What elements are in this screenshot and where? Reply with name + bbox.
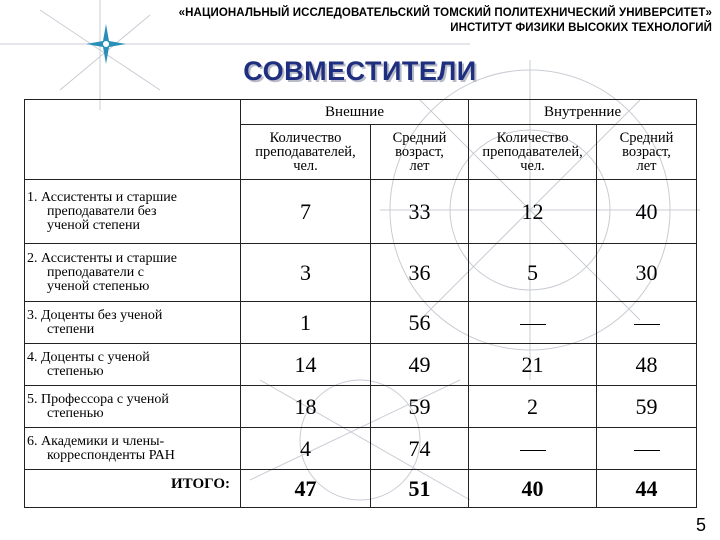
cell-value: 7	[241, 180, 371, 244]
page-number: 5	[695, 515, 706, 535]
cell-value: 3	[241, 244, 371, 302]
empty-dash	[520, 450, 546, 451]
cell-value	[469, 428, 597, 470]
row-label: 6. Академики и члены- корреспонденты РАН	[25, 428, 241, 470]
cell-value: 12	[469, 180, 597, 244]
total-value: 47	[241, 470, 371, 508]
subheader-internal-count: Количество преподавателей, чел.	[469, 125, 597, 180]
table-row	[25, 244, 697, 302]
total-value: 40	[469, 470, 597, 508]
cell-value: 4	[241, 428, 371, 470]
row-label: 1. Ассистенты и старшие преподаватели без ученой степени	[25, 180, 241, 244]
empty-dash	[520, 324, 546, 325]
row-label: 3. Доценты без ученой степени	[25, 302, 241, 344]
cell-value: 36	[371, 244, 469, 302]
total-label: ИТОГО:	[25, 470, 241, 508]
cell-value: 18	[241, 386, 371, 428]
subheader-external-age: Средний возраст, лет	[371, 125, 469, 180]
page-title: СОВМЕСТИТЕЛИ	[243, 56, 477, 86]
cell-value: 1	[241, 302, 371, 344]
staff-table	[24, 99, 697, 508]
table-group-header-row	[25, 100, 697, 125]
table-row	[25, 386, 697, 428]
university-name: «НАЦИОНАЛЬНЫЙ ИССЛЕДОВАТЕЛЬСКИЙ ТОМСКИЙ ПОЛИТЕХНИЧЕСКИЙ УНИВЕРСИТЕТ»	[178, 7, 712, 19]
cell-value: 30	[597, 244, 697, 302]
cell-value: 2	[469, 386, 597, 428]
cell-value: 49	[371, 344, 469, 386]
cell-value: 5	[469, 244, 597, 302]
institution-header	[179, 6, 712, 36]
cell-value: 21	[469, 344, 597, 386]
cell-value: 33	[371, 180, 469, 244]
total-value: 44	[597, 470, 697, 508]
cell-value: 14	[241, 344, 371, 386]
table-row	[25, 428, 697, 470]
empty-dash	[634, 450, 660, 451]
group-external: Внешние	[241, 100, 469, 125]
row-label: 2. Ассистенты и старшие преподаватели с ученой степенью	[25, 244, 241, 302]
group-internal: Внутренние	[469, 100, 697, 125]
institute-name: ИНСТИТУТ ФИЗИКИ ВЫСОКИХ ТЕХНОЛОГИЙ	[450, 22, 712, 34]
cell-value: 74	[371, 428, 469, 470]
cell-value	[597, 428, 697, 470]
total-value: 51	[371, 470, 469, 508]
table-row	[25, 302, 697, 344]
cell-value: 56	[371, 302, 469, 344]
row-label: 4. Доценты с ученой степенью	[25, 344, 241, 386]
cell-value: 48	[597, 344, 697, 386]
row-label: 5. Профессора с ученой степенью	[25, 386, 241, 428]
table-total-row	[25, 470, 697, 508]
table-corner-cell	[25, 100, 241, 180]
cell-value: 59	[371, 386, 469, 428]
cell-value	[597, 302, 697, 344]
cell-value	[469, 302, 597, 344]
table-row	[25, 344, 697, 386]
table-row	[25, 180, 697, 244]
cell-value: 59	[597, 386, 697, 428]
empty-dash	[634, 324, 660, 325]
cell-value: 40	[597, 180, 697, 244]
subheader-internal-age: Средний возраст, лет	[597, 125, 697, 180]
subheader-external-count: Количество преподавателей, чел.	[241, 125, 371, 180]
